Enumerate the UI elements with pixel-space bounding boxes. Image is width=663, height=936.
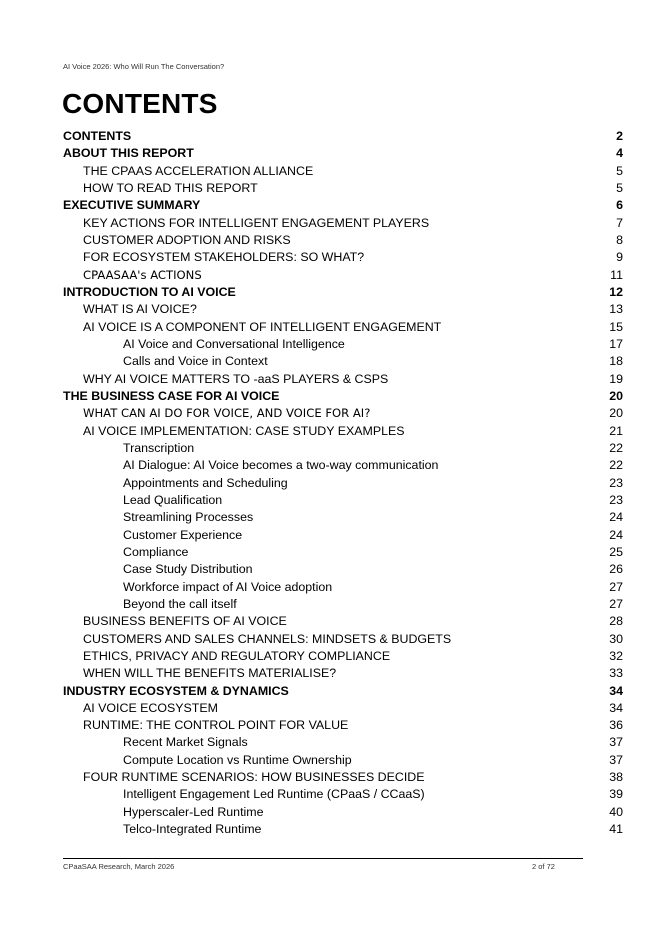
toc-entry-page: 41 <box>609 822 623 837</box>
toc-entry-title: Transcription <box>123 440 195 455</box>
toc-entry[interactable] <box>63 353 623 370</box>
toc-entry-page: 33 <box>609 666 623 681</box>
toc-entry-title: AI VOICE IS A COMPONENT OF INTELLIGENT ENGAGEMENT <box>83 319 442 334</box>
toc-entry-title: CUSTOMERS AND SALES CHANNELS: MINDSETS & BUDGETS <box>83 631 452 646</box>
toc-entry-page: 5 <box>616 163 623 178</box>
toc-entry-title: FOR ECOSYSTEM STAKEHOLDERS: SO WHAT? <box>83 250 365 265</box>
toc-entry-page: 2 <box>616 129 623 143</box>
toc-entry-title: AI VOICE ECOSYSTEM <box>83 700 218 715</box>
toc-entry-title: Case Study Distribution <box>123 562 253 577</box>
toc-entry-title: AI Voice and Conversational Intelligence <box>123 336 345 351</box>
toc-entry-title: THE BUSINESS CASE FOR AI VOICE <box>63 388 280 403</box>
toc-entry[interactable] <box>63 596 623 613</box>
toc-entry-page: 19 <box>609 371 623 386</box>
toc-entry-title: AI Dialogue: AI Voice becomes a two-way communication <box>123 458 439 473</box>
toc-entry-page: 40 <box>609 804 623 819</box>
toc-entry-page: 5 <box>616 180 623 195</box>
toc-entry-title: Compute Location vs Runtime Ownership <box>123 752 352 767</box>
toc-entry-page: 24 <box>609 527 623 542</box>
toc-entry-page: 30 <box>609 631 623 646</box>
toc-entry-title: Calls and Voice in Context <box>123 354 268 369</box>
toc-entry[interactable] <box>63 579 623 596</box>
toc-entry-page: 32 <box>609 648 623 663</box>
toc-entry-title: Lead Qualification <box>123 492 223 507</box>
toc-entry-title: Beyond the call itself <box>123 596 237 611</box>
toc-entry-page: 18 <box>609 354 623 369</box>
toc-entry[interactable] <box>63 388 623 405</box>
toc-entry-page: 23 <box>609 492 623 507</box>
table-of-contents <box>63 128 623 838</box>
toc-entry-page: 28 <box>609 614 623 629</box>
toc-entry[interactable] <box>63 145 623 162</box>
toc-entry[interactable] <box>63 163 623 180</box>
toc-entry-page: 37 <box>609 752 623 767</box>
toc-entry-page: 12 <box>609 284 623 299</box>
toc-entry-page: 24 <box>609 510 623 525</box>
toc-entry-page: 39 <box>609 787 623 802</box>
toc-entry-title: Telco-Integrated Runtime <box>123 822 262 837</box>
toc-entry[interactable] <box>63 423 623 440</box>
toc-entry-page: 22 <box>609 458 623 473</box>
toc-entry-page: 11 <box>610 267 623 282</box>
toc-entry-title: FOUR RUNTIME SCENARIOS: HOW BUSINESSES DECIDE <box>83 770 425 785</box>
toc-entry[interactable] <box>63 180 623 197</box>
toc-entry-title: AI VOICE IMPLEMENTATION: CASE STUDY EXAMPLES <box>83 423 405 438</box>
toc-entry-page: 36 <box>609 718 623 733</box>
toc-entry-title: INDUSTRY ECOSYSTEM & DYNAMICS <box>63 683 289 698</box>
toc-entry-title: WHY AI VOICE MATTERS TO -aaS PLAYERS & CSPS <box>83 371 389 386</box>
toc-entry-title: WHEN WILL THE BENEFITS MATERIALISE? <box>83 666 337 681</box>
toc-entry-title: Compliance <box>123 544 189 559</box>
toc-entry[interactable] <box>63 752 623 769</box>
toc-entry-title: HOW TO READ THIS REPORT <box>83 180 258 195</box>
toc-entry[interactable] <box>63 267 623 284</box>
toc-entry-title: ETHICS, PRIVACY AND REGULATORY COMPLIANCE <box>83 648 391 663</box>
toc-entry[interactable] <box>63 336 623 353</box>
toc-entry[interactable] <box>63 232 623 249</box>
toc-entry-page: 7 <box>616 215 623 230</box>
toc-entry-page: 9 <box>616 250 623 265</box>
toc-entry[interactable] <box>63 804 623 821</box>
toc-entry[interactable] <box>63 717 623 734</box>
toc-entry[interactable] <box>63 544 623 561</box>
toc-entry[interactable] <box>63 440 623 457</box>
toc-entry-title: EXECUTIVE SUMMARY <box>63 198 201 213</box>
toc-entry-title: CUSTOMER ADOPTION AND RISKS <box>83 232 291 247</box>
toc-entry-page: 38 <box>609 770 623 785</box>
toc-entry-page: 27 <box>609 579 623 594</box>
toc-entry-title: INTRODUCTION TO AI VOICE <box>63 284 236 299</box>
toc-entry-page: 22 <box>609 440 623 455</box>
toc-entry-title: THE CPAAS ACCELERATION ALLIANCE <box>83 163 314 178</box>
toc-entry-page: 34 <box>609 700 623 715</box>
toc-entry[interactable] <box>63 128 623 145</box>
footer-divider <box>63 858 583 859</box>
toc-entry[interactable] <box>63 613 623 630</box>
toc-entry[interactable] <box>63 665 623 682</box>
toc-entry[interactable] <box>63 700 623 717</box>
toc-entry-page: 26 <box>609 562 623 577</box>
toc-entry[interactable] <box>63 561 623 578</box>
toc-entry-title: CONTENTS <box>63 129 132 143</box>
toc-entry[interactable] <box>63 769 623 786</box>
toc-entry-title: Hyperscaler-Led Runtime <box>123 804 264 819</box>
toc-entry[interactable] <box>63 527 623 544</box>
toc-entry-page: 13 <box>609 302 623 317</box>
toc-entry-page: 17 <box>609 336 623 351</box>
toc-entry-title: WHAT CAN AI DO FOR VOICE, AND VOICE FOR AI? <box>83 406 371 421</box>
toc-entry-title: CPAASAA's ACTIONS <box>83 267 202 282</box>
toc-entry-title: Intelligent Engagement Led Runtime (CPaaS / CCaaS) <box>123 787 425 802</box>
toc-entry-page: 34 <box>609 683 623 698</box>
toc-entry[interactable] <box>63 492 623 509</box>
toc-entry-page: 23 <box>609 475 623 490</box>
toc-entry[interactable] <box>63 301 623 318</box>
toc-entry-page: 15 <box>609 319 623 334</box>
toc-entry[interactable] <box>63 371 623 388</box>
toc-entry-title: WHAT IS AI VOICE? <box>83 302 197 317</box>
toc-entry[interactable] <box>63 683 623 700</box>
toc-entry[interactable] <box>63 475 623 492</box>
toc-entry-page: 6 <box>616 198 623 213</box>
toc-entry[interactable] <box>63 648 623 665</box>
toc-entry-title: Appointments and Scheduling <box>123 475 288 490</box>
toc-entry-title: Customer Experience <box>123 527 243 542</box>
toc-entry[interactable] <box>63 319 623 336</box>
toc-entry-page: 25 <box>609 544 623 559</box>
toc-entry[interactable] <box>63 249 623 266</box>
toc-entry-page: 37 <box>609 735 623 750</box>
toc-entry[interactable] <box>63 457 623 474</box>
page-title: CONTENTS <box>62 88 218 119</box>
toc-entry[interactable] <box>63 786 623 803</box>
running-header: AI Voice 2026: Who Will Run The Conversation? <box>63 62 225 71</box>
toc-entry[interactable] <box>63 284 623 301</box>
footer-page-number: 2 of 72 <box>532 862 555 871</box>
toc-entry-title: BUSINESS BENEFITS OF AI VOICE <box>83 614 287 629</box>
toc-entry-title: Streamlining Processes <box>123 510 254 525</box>
footer-source: CPaaSAA Research, March 2026 <box>63 862 175 871</box>
toc-entry[interactable] <box>63 509 623 526</box>
toc-entry-page: 20 <box>609 388 623 403</box>
toc-entry-page: 27 <box>609 596 623 611</box>
toc-entry-title: KEY ACTIONS FOR INTELLIGENT ENGAGEMENT PLAYERS <box>83 215 430 230</box>
toc-entry[interactable] <box>63 631 623 648</box>
toc-entry[interactable] <box>63 215 623 232</box>
toc-entry-title: RUNTIME: THE CONTROL POINT FOR VALUE <box>83 718 349 733</box>
toc-entry[interactable] <box>63 197 623 214</box>
toc-entry[interactable] <box>63 734 623 751</box>
toc-entry[interactable] <box>63 821 623 838</box>
toc-entry[interactable] <box>63 405 623 422</box>
toc-entry-page: 4 <box>616 146 623 161</box>
toc-entry-title: ABOUT THIS REPORT <box>63 146 194 161</box>
toc-entry-title: Recent Market Signals <box>123 735 248 750</box>
toc-entry-page: 8 <box>616 232 623 247</box>
toc-entry-title: Workforce impact of AI Voice adoption <box>123 579 333 594</box>
toc-entry-page: 21 <box>609 423 623 438</box>
toc-entry-page: 20 <box>609 406 623 421</box>
